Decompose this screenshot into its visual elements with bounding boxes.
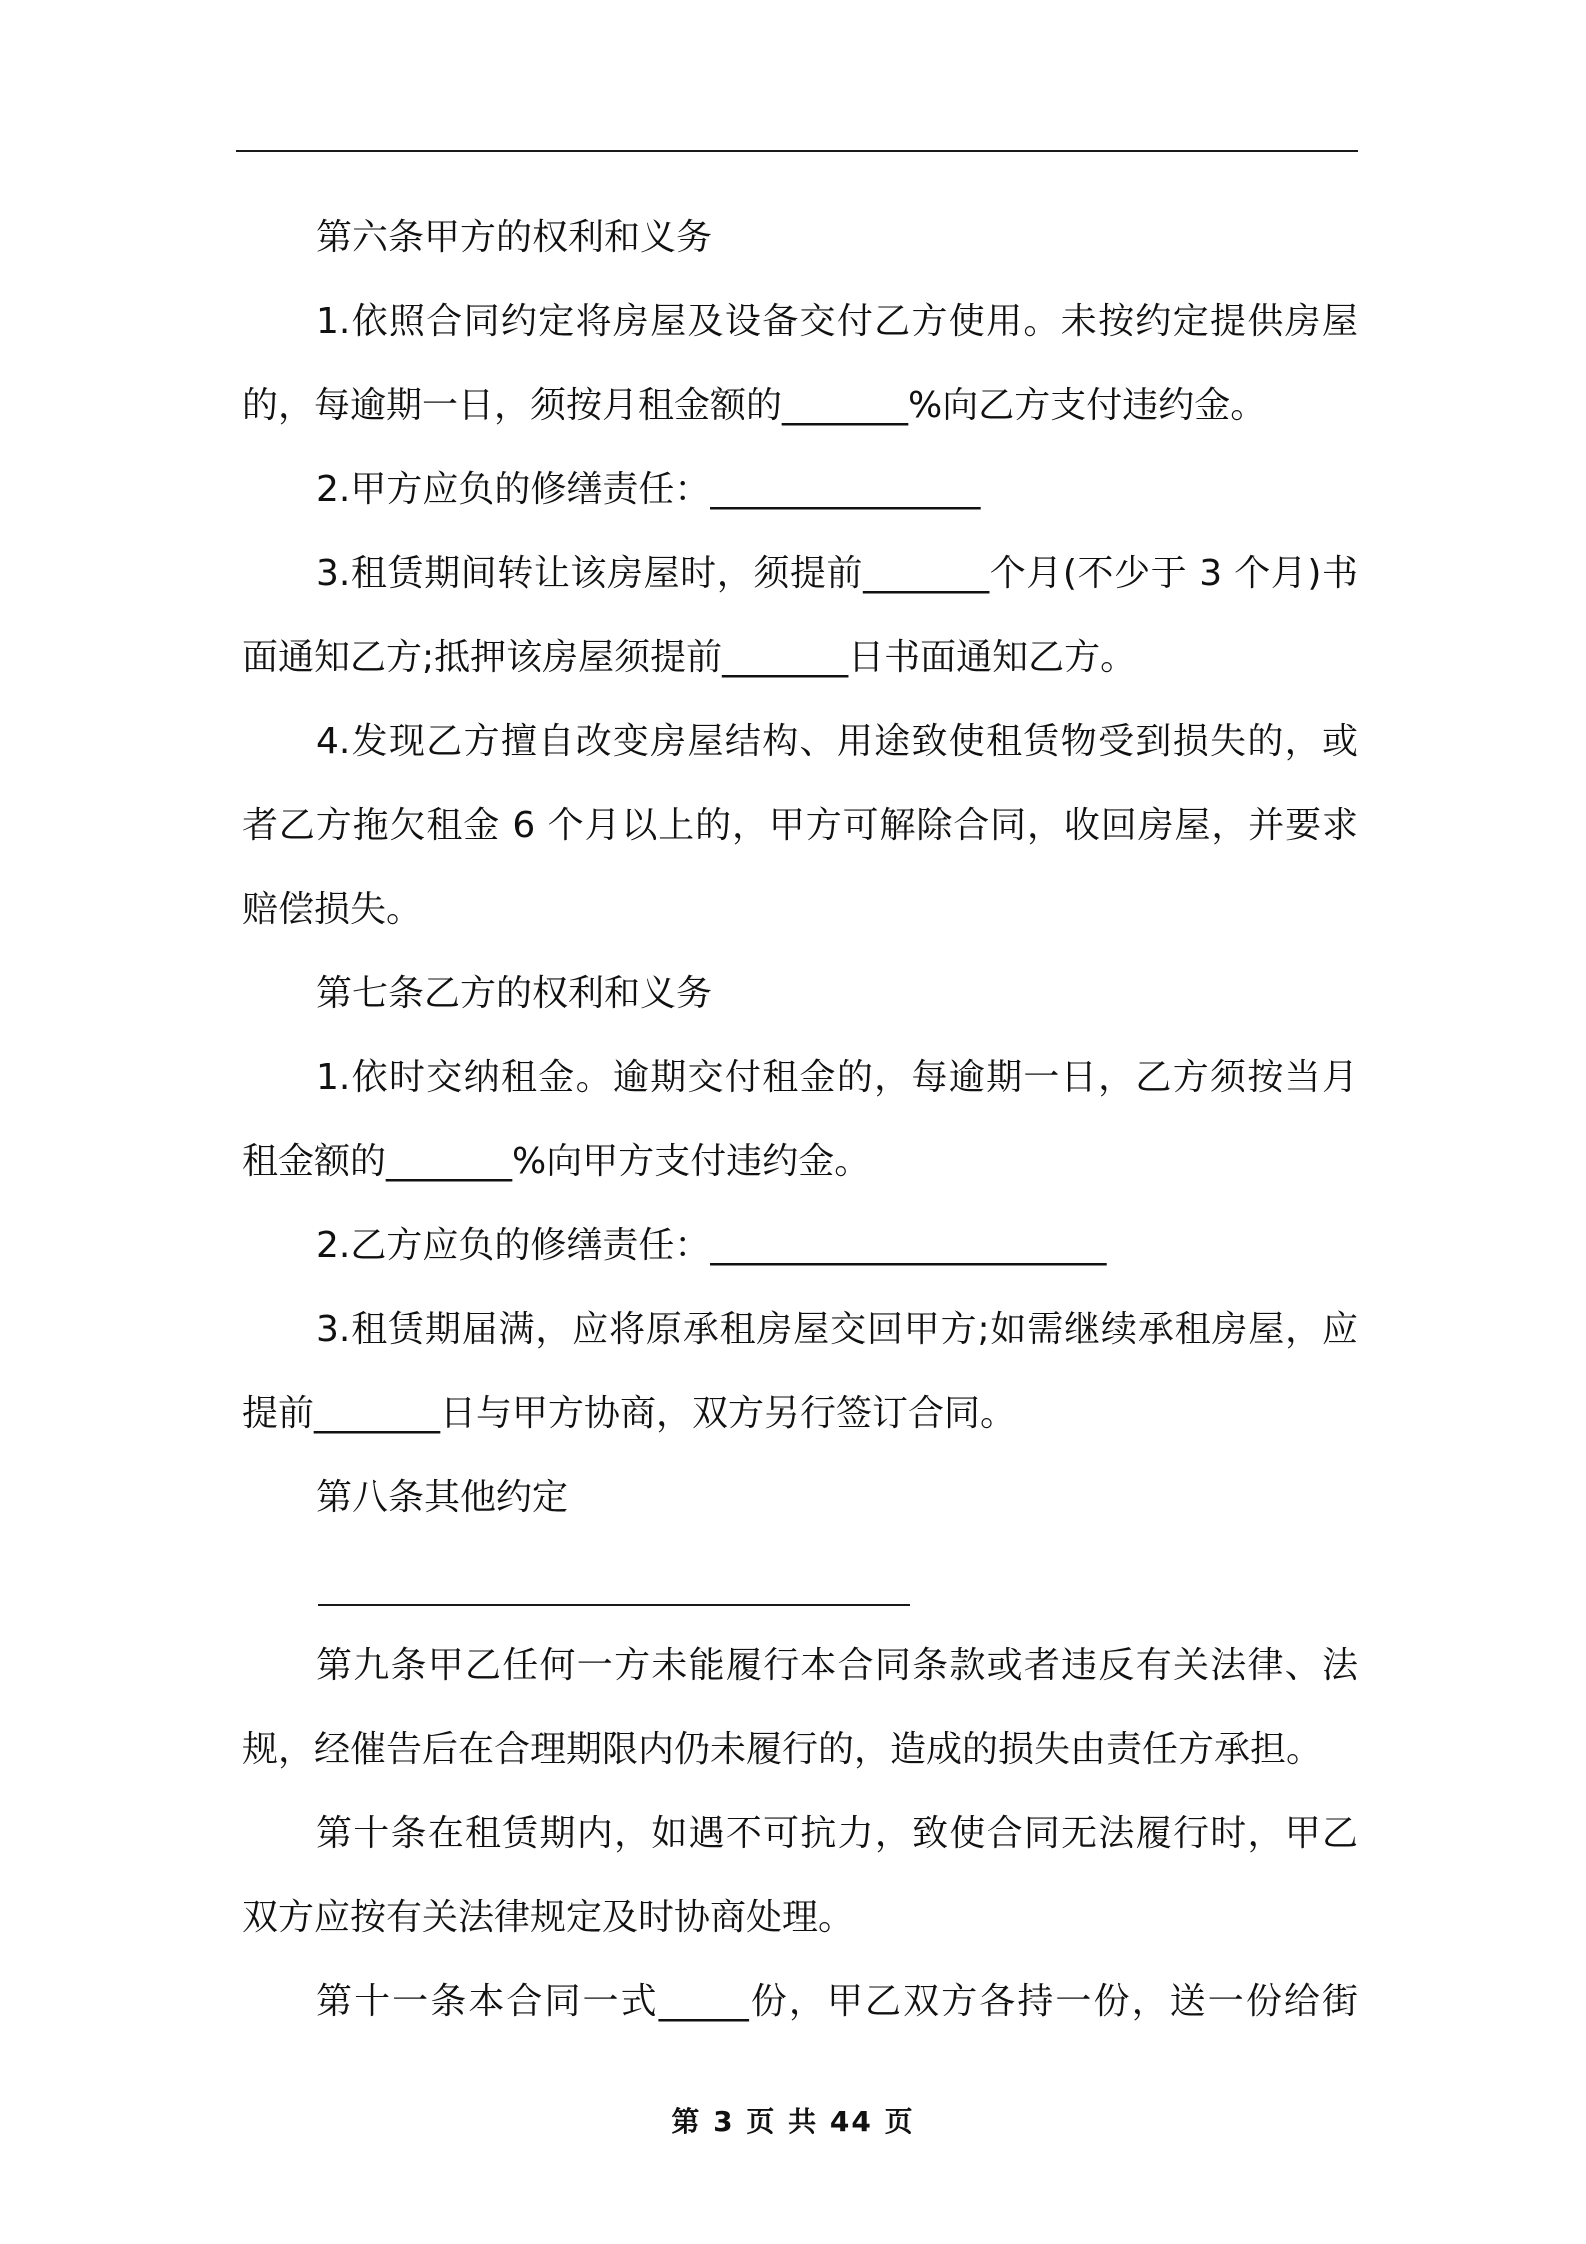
header-rule [236, 150, 1358, 152]
article-8-blank-line [242, 1540, 1358, 1624]
article-7-clause-2: 2.乙方应负的修缮责任：______________________ [316, 1225, 1107, 1266]
fill-in-rule [318, 1604, 910, 1606]
page-footer: 第 3 页 共 44 页 [671, 2105, 915, 2138]
article-8-heading: 第八条其他约定 [316, 1477, 569, 1518]
article-7-clause-3: 3.租赁期届满，应将原承租房屋交回甲方;如需继续承租房屋，应提前_______日与甲方协商，双方另行签订合同。 [242, 1309, 1358, 1434]
article-6-clause-3: 3.租赁期间转让该房屋时，须提前_______个月(不少于 3 个月)书面通知乙方;抵押该房屋须提前_______日书面通知乙方。 [242, 553, 1358, 678]
article-6-clause-1: 1.依照合同约定将房屋及设备交付乙方使用。未按约定提供房屋的，每逾期一日，须按月租金额的_______%向乙方支付违约金。 [242, 301, 1358, 426]
article-6-heading: 第六条甲方的权利和义务 [316, 217, 713, 258]
article-6-clause-4: 4.发现乙方擅自改变房屋结构、用途致使租赁物受到损失的，或者乙方拖欠租金 6 个月以上的，甲方可解除合同，收回房屋，并要求赔偿损失。 [242, 721, 1358, 930]
article-9: 第九条甲乙任何一方未能履行本合同条款或者违反有关法律、法规，经催告后在合理期限内仍未履行的，造成的损失由责任方承担。 [242, 1645, 1358, 1770]
article-10: 第十条在租赁期内，如遇不可抗力，致使合同无法履行时，甲乙双方应按有关法律规定及时协商处理。 [242, 1813, 1358, 1938]
article-7-clause-1: 1.依时交纳租金。逾期交付租金的，每逾期一日，乙方须按当月租金额的_______%向甲方支付违约金。 [242, 1057, 1358, 1182]
document-body [242, 196, 1358, 2044]
article-11: 第十一条本合同一式_____份，甲乙双方各持一份，送一份给街 [316, 1981, 1358, 2022]
article-6-clause-2: 2.甲方应负的修缮责任：_______________ [316, 469, 981, 510]
article-7-heading: 第七条乙方的权利和义务 [316, 973, 713, 1014]
